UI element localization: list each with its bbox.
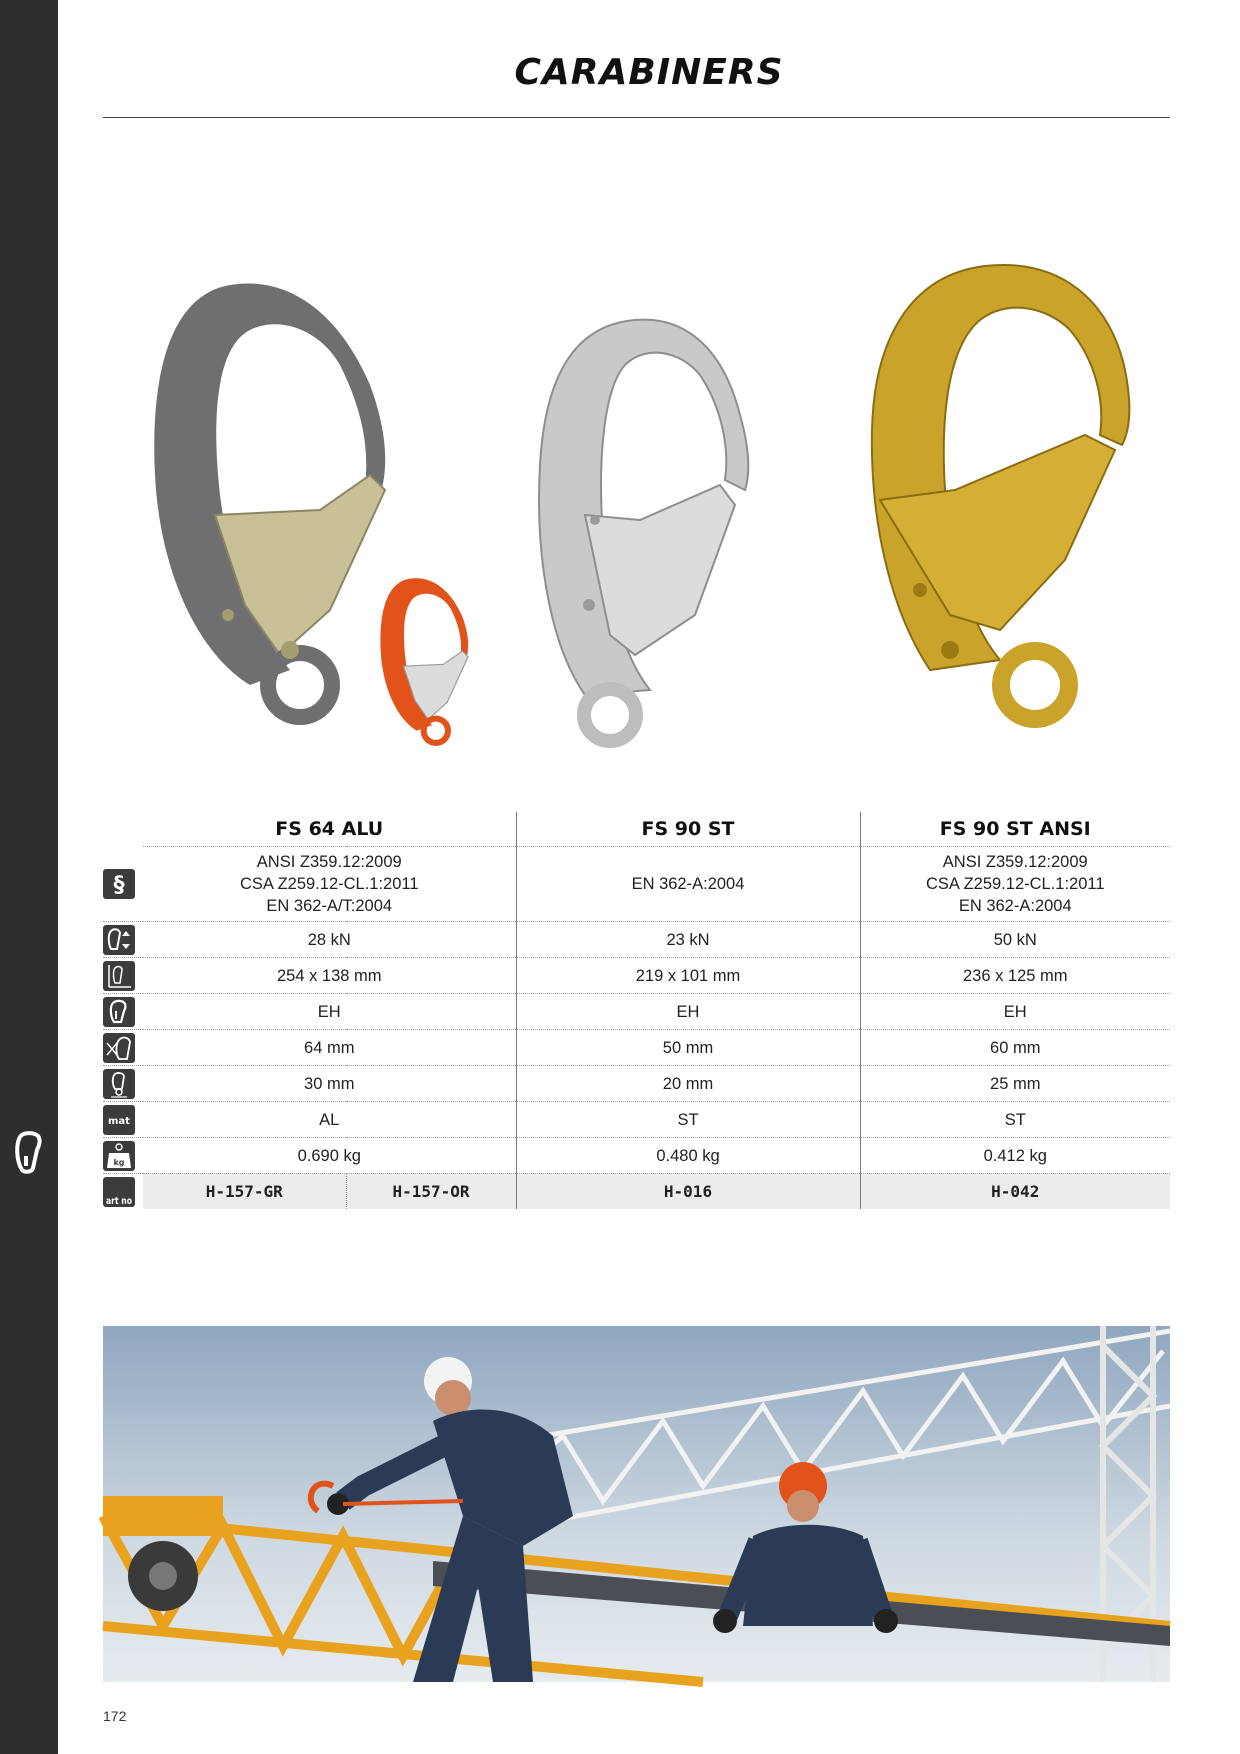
product-name: FS 64 ALU [143, 812, 516, 847]
standard-line: EN 362-A/T:2004 [266, 897, 393, 915]
gate-opening-icon [103, 1033, 135, 1063]
article-number-cell: H-042 [860, 1174, 1170, 1210]
weight-icon-label: kg [113, 1157, 125, 1167]
lock-cell: EH [143, 994, 516, 1030]
title-divider [103, 117, 1170, 118]
weight-cell: 0.690 kg [143, 1138, 516, 1174]
standard-line: CSA Z259.12-CL.1:2011 [239, 875, 419, 893]
table-row-dimensions [103, 958, 1170, 994]
table-row-lock [103, 994, 1170, 1030]
product-image-fs-90-st-ansi [860, 260, 1145, 735]
article-number-cell: H-157-OR [346, 1174, 516, 1210]
sidebar [0, 0, 58, 1754]
dimensions-cell: 254 x 138 mm [143, 958, 516, 994]
strength-cell: 23 kN [516, 922, 860, 958]
lock-icon-cell [103, 994, 143, 1030]
page-number: 172 [103, 1708, 127, 1724]
opening-cell: 50 mm [516, 1030, 860, 1066]
ring-diameter-icon [103, 1069, 135, 1099]
product-name: FS 90 ST [516, 812, 860, 847]
workers-photo [103, 1326, 1170, 1682]
opening-cell: 64 mm [143, 1030, 516, 1066]
standards-cell [860, 847, 1170, 922]
material-cell: ST [860, 1102, 1170, 1138]
product-name: FS 90 ST ANSI [860, 812, 1170, 847]
opening-cell: 60 mm [860, 1030, 1170, 1066]
standard-line: ANSI Z359.12:2009 [256, 853, 402, 871]
opening-icon-cell [103, 1030, 143, 1066]
product-image-fs-90-st [525, 315, 780, 765]
standards-cell [143, 847, 516, 922]
weight-cell: 0.480 kg [516, 1138, 860, 1174]
lock-cell: EH [860, 994, 1170, 1030]
carabiner-icon [12, 1130, 46, 1174]
standard-line: CSA Z259.12-CL.1:2011 [925, 875, 1105, 893]
dimensions-icon-cell [103, 958, 143, 994]
strength-cell: 28 kN [143, 922, 516, 958]
table-row-standards [103, 847, 1170, 922]
weight-icon [103, 1141, 135, 1171]
ring-cell: 20 mm [516, 1066, 860, 1102]
strength-icon-cell [103, 922, 143, 958]
lock-type-icon [103, 997, 135, 1027]
standard-line: EN 362-A:2004 [958, 897, 1072, 915]
product-image-fs-64-alu [140, 275, 480, 765]
svg-text:§: § [113, 872, 125, 898]
table-row-weight [103, 1138, 1170, 1174]
material-icon-label: mat [108, 1115, 130, 1127]
ring-icon-cell [103, 1066, 143, 1102]
article-number-icon-label: art no [106, 1195, 133, 1207]
table-row-opening [103, 1030, 1170, 1066]
standard-line: ANSI Z359.12:2009 [942, 853, 1088, 871]
table-row-material [103, 1102, 1170, 1138]
ring-cell: 30 mm [143, 1066, 516, 1102]
standard-line: EN 362-A:2004 [631, 875, 745, 893]
dimensions-cell: 219 x 101 mm [516, 958, 860, 994]
table-row-ring [103, 1066, 1170, 1102]
standards-cell [516, 847, 860, 922]
table-header-row [103, 812, 1170, 847]
weight-cell: 0.412 kg [860, 1138, 1170, 1174]
page-title: CARABINERS [514, 52, 784, 93]
header-spacer [103, 812, 143, 847]
art-icon-cell [103, 1174, 143, 1210]
article-number-icon [103, 1177, 135, 1207]
section-sign-icon [103, 869, 135, 899]
table-row-article-numbers [103, 1174, 1170, 1210]
article-number-cell: H-016 [516, 1174, 860, 1210]
material-icon [103, 1105, 135, 1135]
strength-cell: 50 kN [860, 922, 1170, 958]
lock-cell: EH [516, 994, 860, 1030]
specs-table [103, 812, 1170, 1209]
material-cell: AL [143, 1102, 516, 1138]
weight-icon-cell [103, 1138, 143, 1174]
dimensions-icon [103, 961, 135, 991]
strength-icon [103, 925, 135, 955]
dimensions-cell: 236 x 125 mm [860, 958, 1170, 994]
ring-cell: 25 mm [860, 1066, 1170, 1102]
article-number-cell: H-157-GR [143, 1174, 346, 1210]
table-row-strength [103, 922, 1170, 958]
material-cell: ST [516, 1102, 860, 1138]
material-icon-cell [103, 1102, 143, 1138]
standard-icon-cell [103, 847, 143, 922]
